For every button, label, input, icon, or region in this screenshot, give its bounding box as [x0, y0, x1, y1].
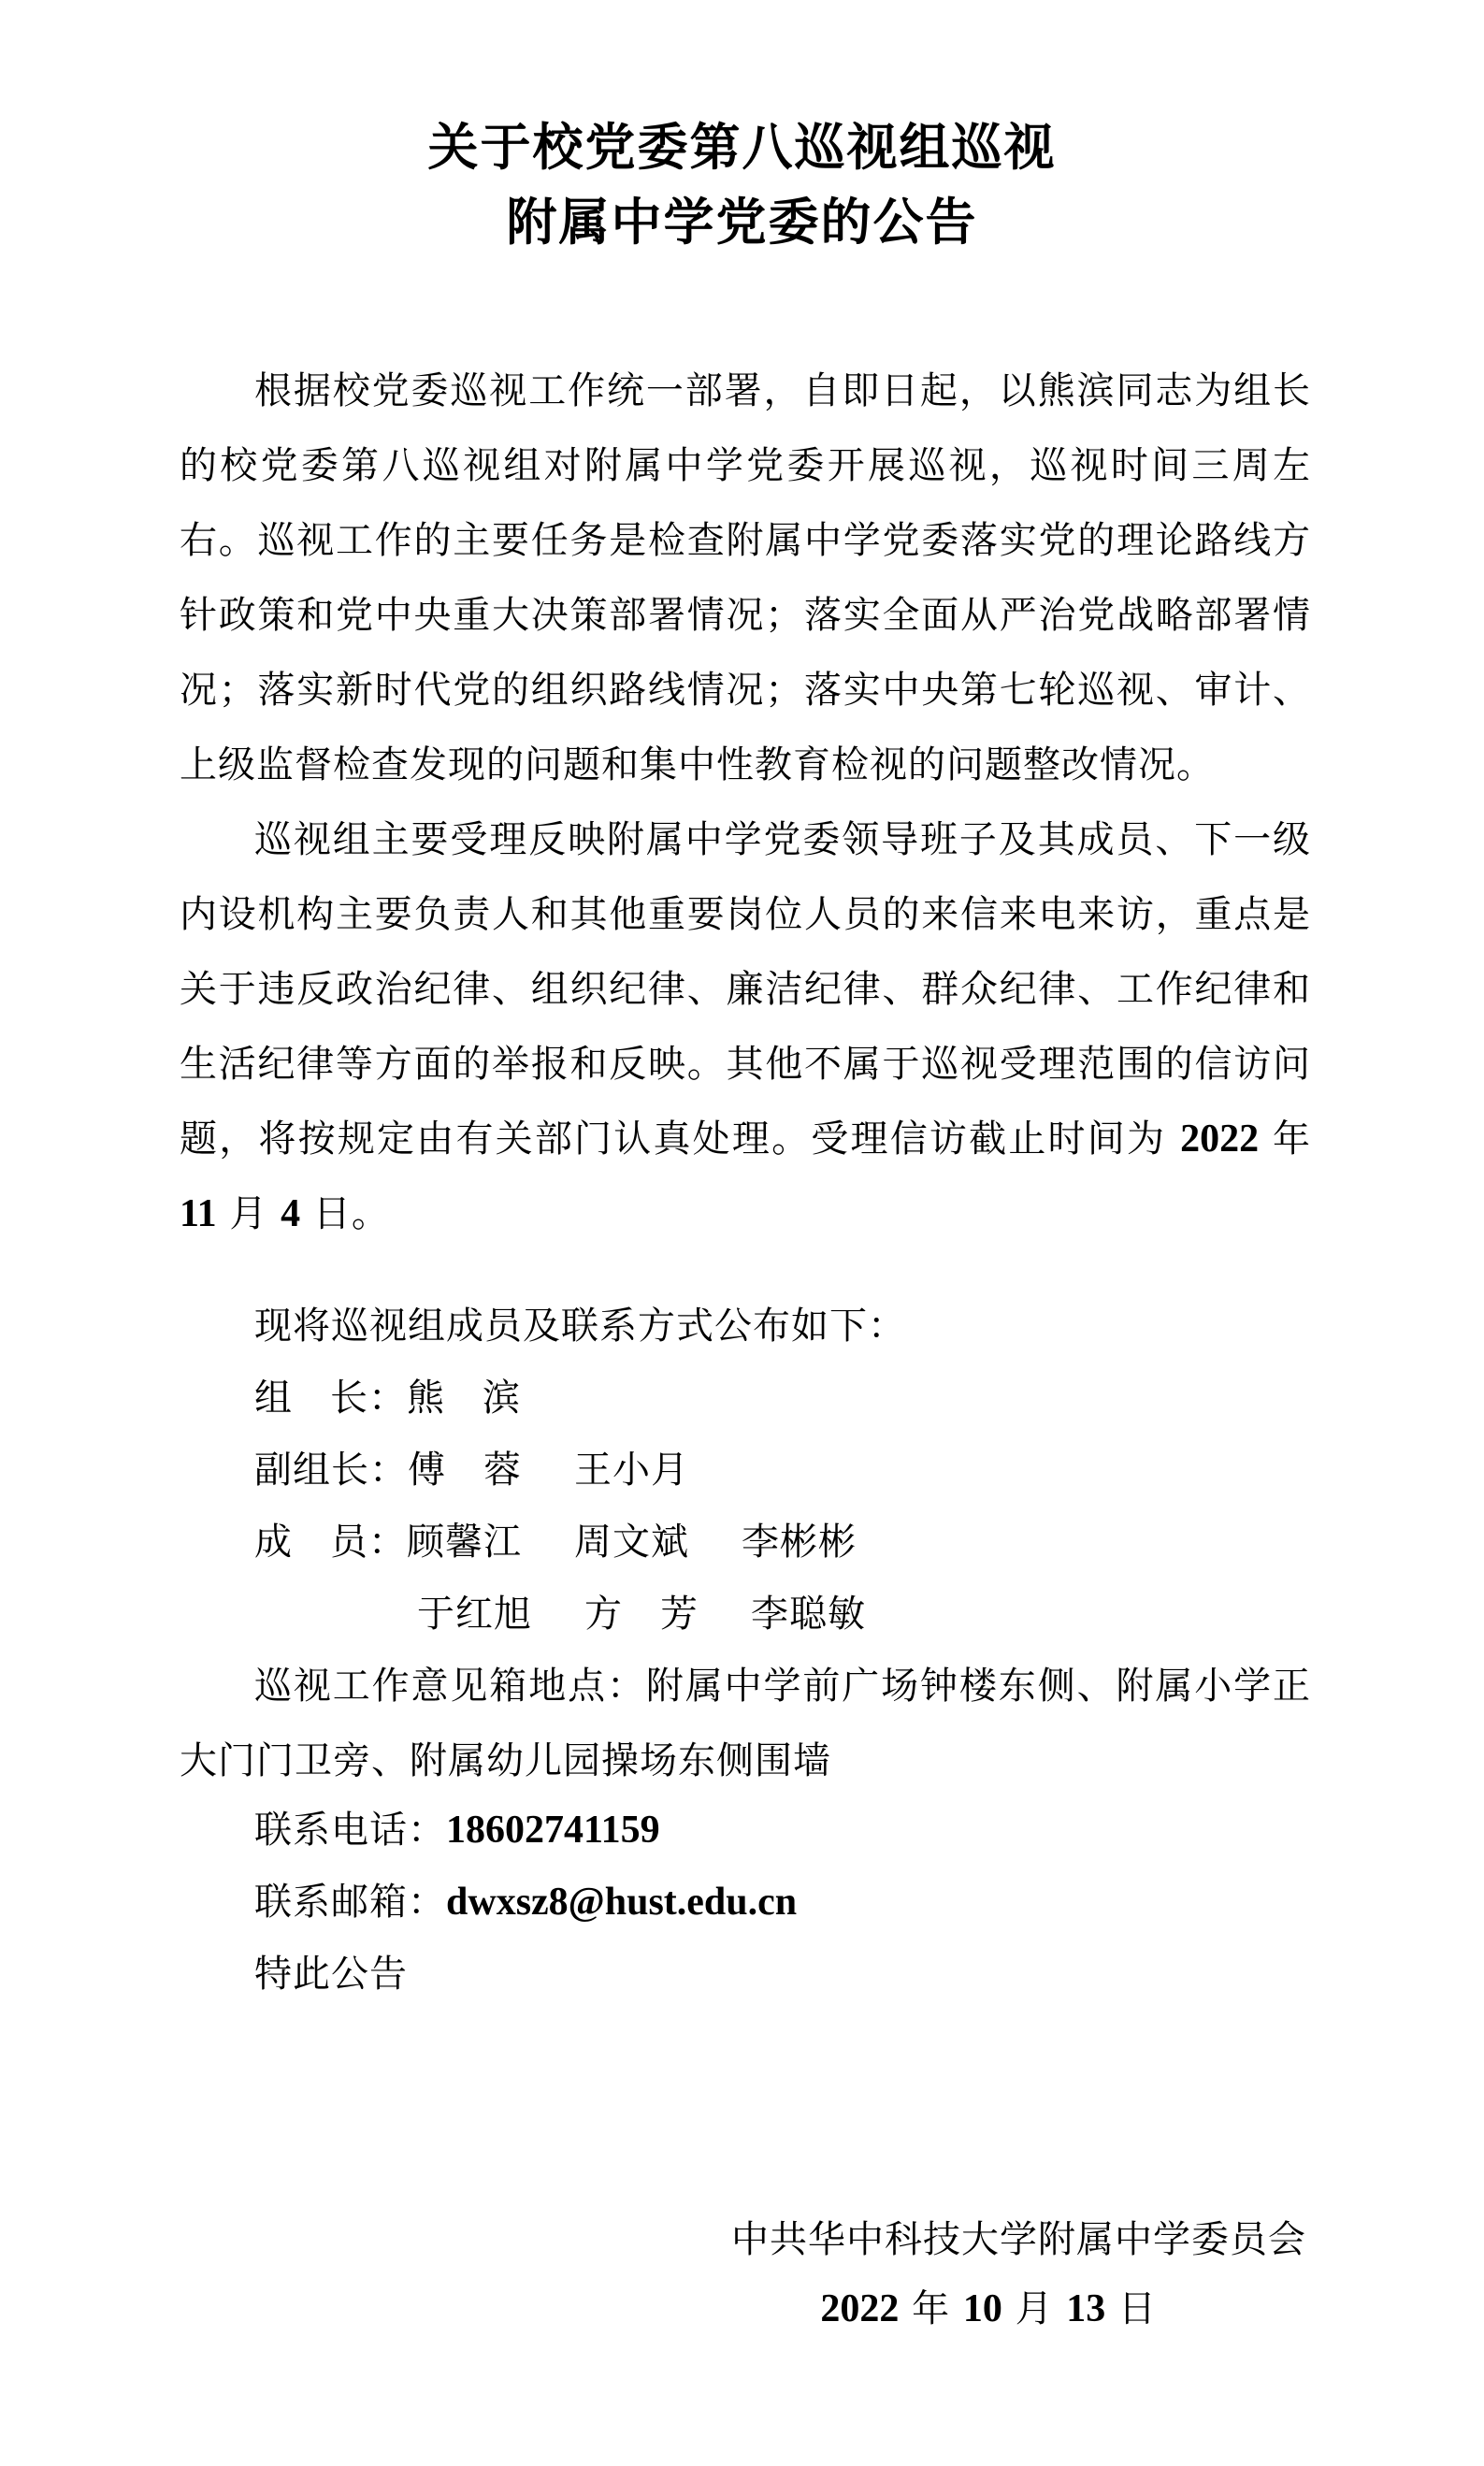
members-intro: 现将巡视组成员及联系方式公布如下： [254, 1305, 906, 1348]
phone-number: 18602741159 [446, 1809, 660, 1852]
deadline-month: 11 [180, 1192, 217, 1235]
signature-organization: 中共华中科技大学附属中学委员会 [731, 2218, 1306, 2261]
complaint-scope-text: 巡视组主要受理反映附属中学党委领导班子及其成员、下一级内设机构主要负责人和其他重要岗位人员的来信来电来访，重点是关于违反政治纪律、组织纪律、廉洁纪律、群众纪律、工作纪律和生活纪律等方面的举报和反映。其他不属于巡视受理范围的信访问题，将按规定由有关部门认真处理。受理信访截止时间为 [180, 818, 1311, 1161]
leader-row [254, 1361, 521, 1435]
deadline-year: 2022 [1180, 1118, 1260, 1161]
member-name-4: 于红旭 [417, 1593, 532, 1636]
member-name-1: 顾馨江 [407, 1521, 522, 1564]
signature-day-unit: 日 [1118, 2287, 1157, 2330]
deputy-label: 副组长： [254, 1449, 408, 1492]
signature-month: 10 [962, 2287, 1002, 2330]
paragraph-inspection-scope: 根据校党委巡视工作统一部署，自即日起，以熊滨同志为组长的校党委第八巡视组对附属中学党委开展巡视，巡视时间三周左右。巡视工作的主要任务是检查附属中学党委落实党的理论路线方针政策和党中央重大决策部署情况；落实全面从严治党战略部署情况；落实新时代党的组织路线情况；落实中央第七轮巡视、审计、上级监督检查发现的问题和集中性教育检视的问题整改情况。 [180, 369, 1311, 786]
notice-title-line-1: 关于校党委第八巡视组巡视 [427, 118, 1057, 177]
signature-year-unit: 年 [912, 2287, 951, 2330]
deputy-name-1a: 傅 [408, 1449, 446, 1492]
deadline-year-unit: 年 [1273, 1118, 1311, 1161]
paragraph-complaint-scope [180, 802, 1311, 1251]
member-label-1: 成 [254, 1521, 293, 1564]
email-address: dwxsz8@hust.edu.cn [446, 1881, 798, 1924]
mailbox-location: 巡视工作意见箱地点：附属中学前广场钟楼东侧、附属小学正大门门卫旁、附属幼儿园操场东侧围墙 [180, 1665, 1311, 1782]
member-row-1 [254, 1505, 857, 1579]
leader-label-2: 长： [330, 1377, 407, 1420]
member-name-3: 李彬彬 [742, 1521, 857, 1564]
member-row-2 [417, 1577, 866, 1651]
member-name-5a: 方 [584, 1593, 623, 1636]
signature-month-unit: 月 [1015, 2287, 1054, 2330]
deputy-row [254, 1433, 689, 1507]
deadline-month-unit: 月 [229, 1192, 268, 1235]
signature-date [820, 2281, 1157, 2337]
notice-title-line-2: 附属中学党委的公告 [506, 193, 978, 252]
member-name-6: 李聪敏 [751, 1593, 866, 1636]
leader-name-2: 滨 [483, 1377, 521, 1420]
leader-name-1: 熊 [407, 1377, 445, 1420]
member-name-2: 周文斌 [574, 1521, 689, 1564]
deputy-name-2: 王小月 [574, 1449, 689, 1492]
signature-day: 13 [1066, 2287, 1106, 2330]
email-row [254, 1865, 797, 1940]
deputy-name-1b: 蓉 [483, 1449, 522, 1492]
member-label-2: 员： [330, 1521, 407, 1564]
member-name-5b: 芳 [660, 1593, 699, 1636]
deadline-day: 4 [281, 1192, 301, 1235]
email-label: 联系邮箱： [254, 1881, 446, 1924]
deadline-day-unit: 日。 [312, 1192, 390, 1235]
closing-text: 特此公告 [254, 1953, 408, 1996]
signature-year: 2022 [820, 2287, 900, 2330]
notice-body [180, 353, 1311, 1251]
leader-label-1: 组 [254, 1377, 293, 1420]
mailbox-block [180, 1649, 1311, 1798]
phone-label: 联系电话： [254, 1809, 446, 1852]
phone-row [254, 1793, 660, 1868]
